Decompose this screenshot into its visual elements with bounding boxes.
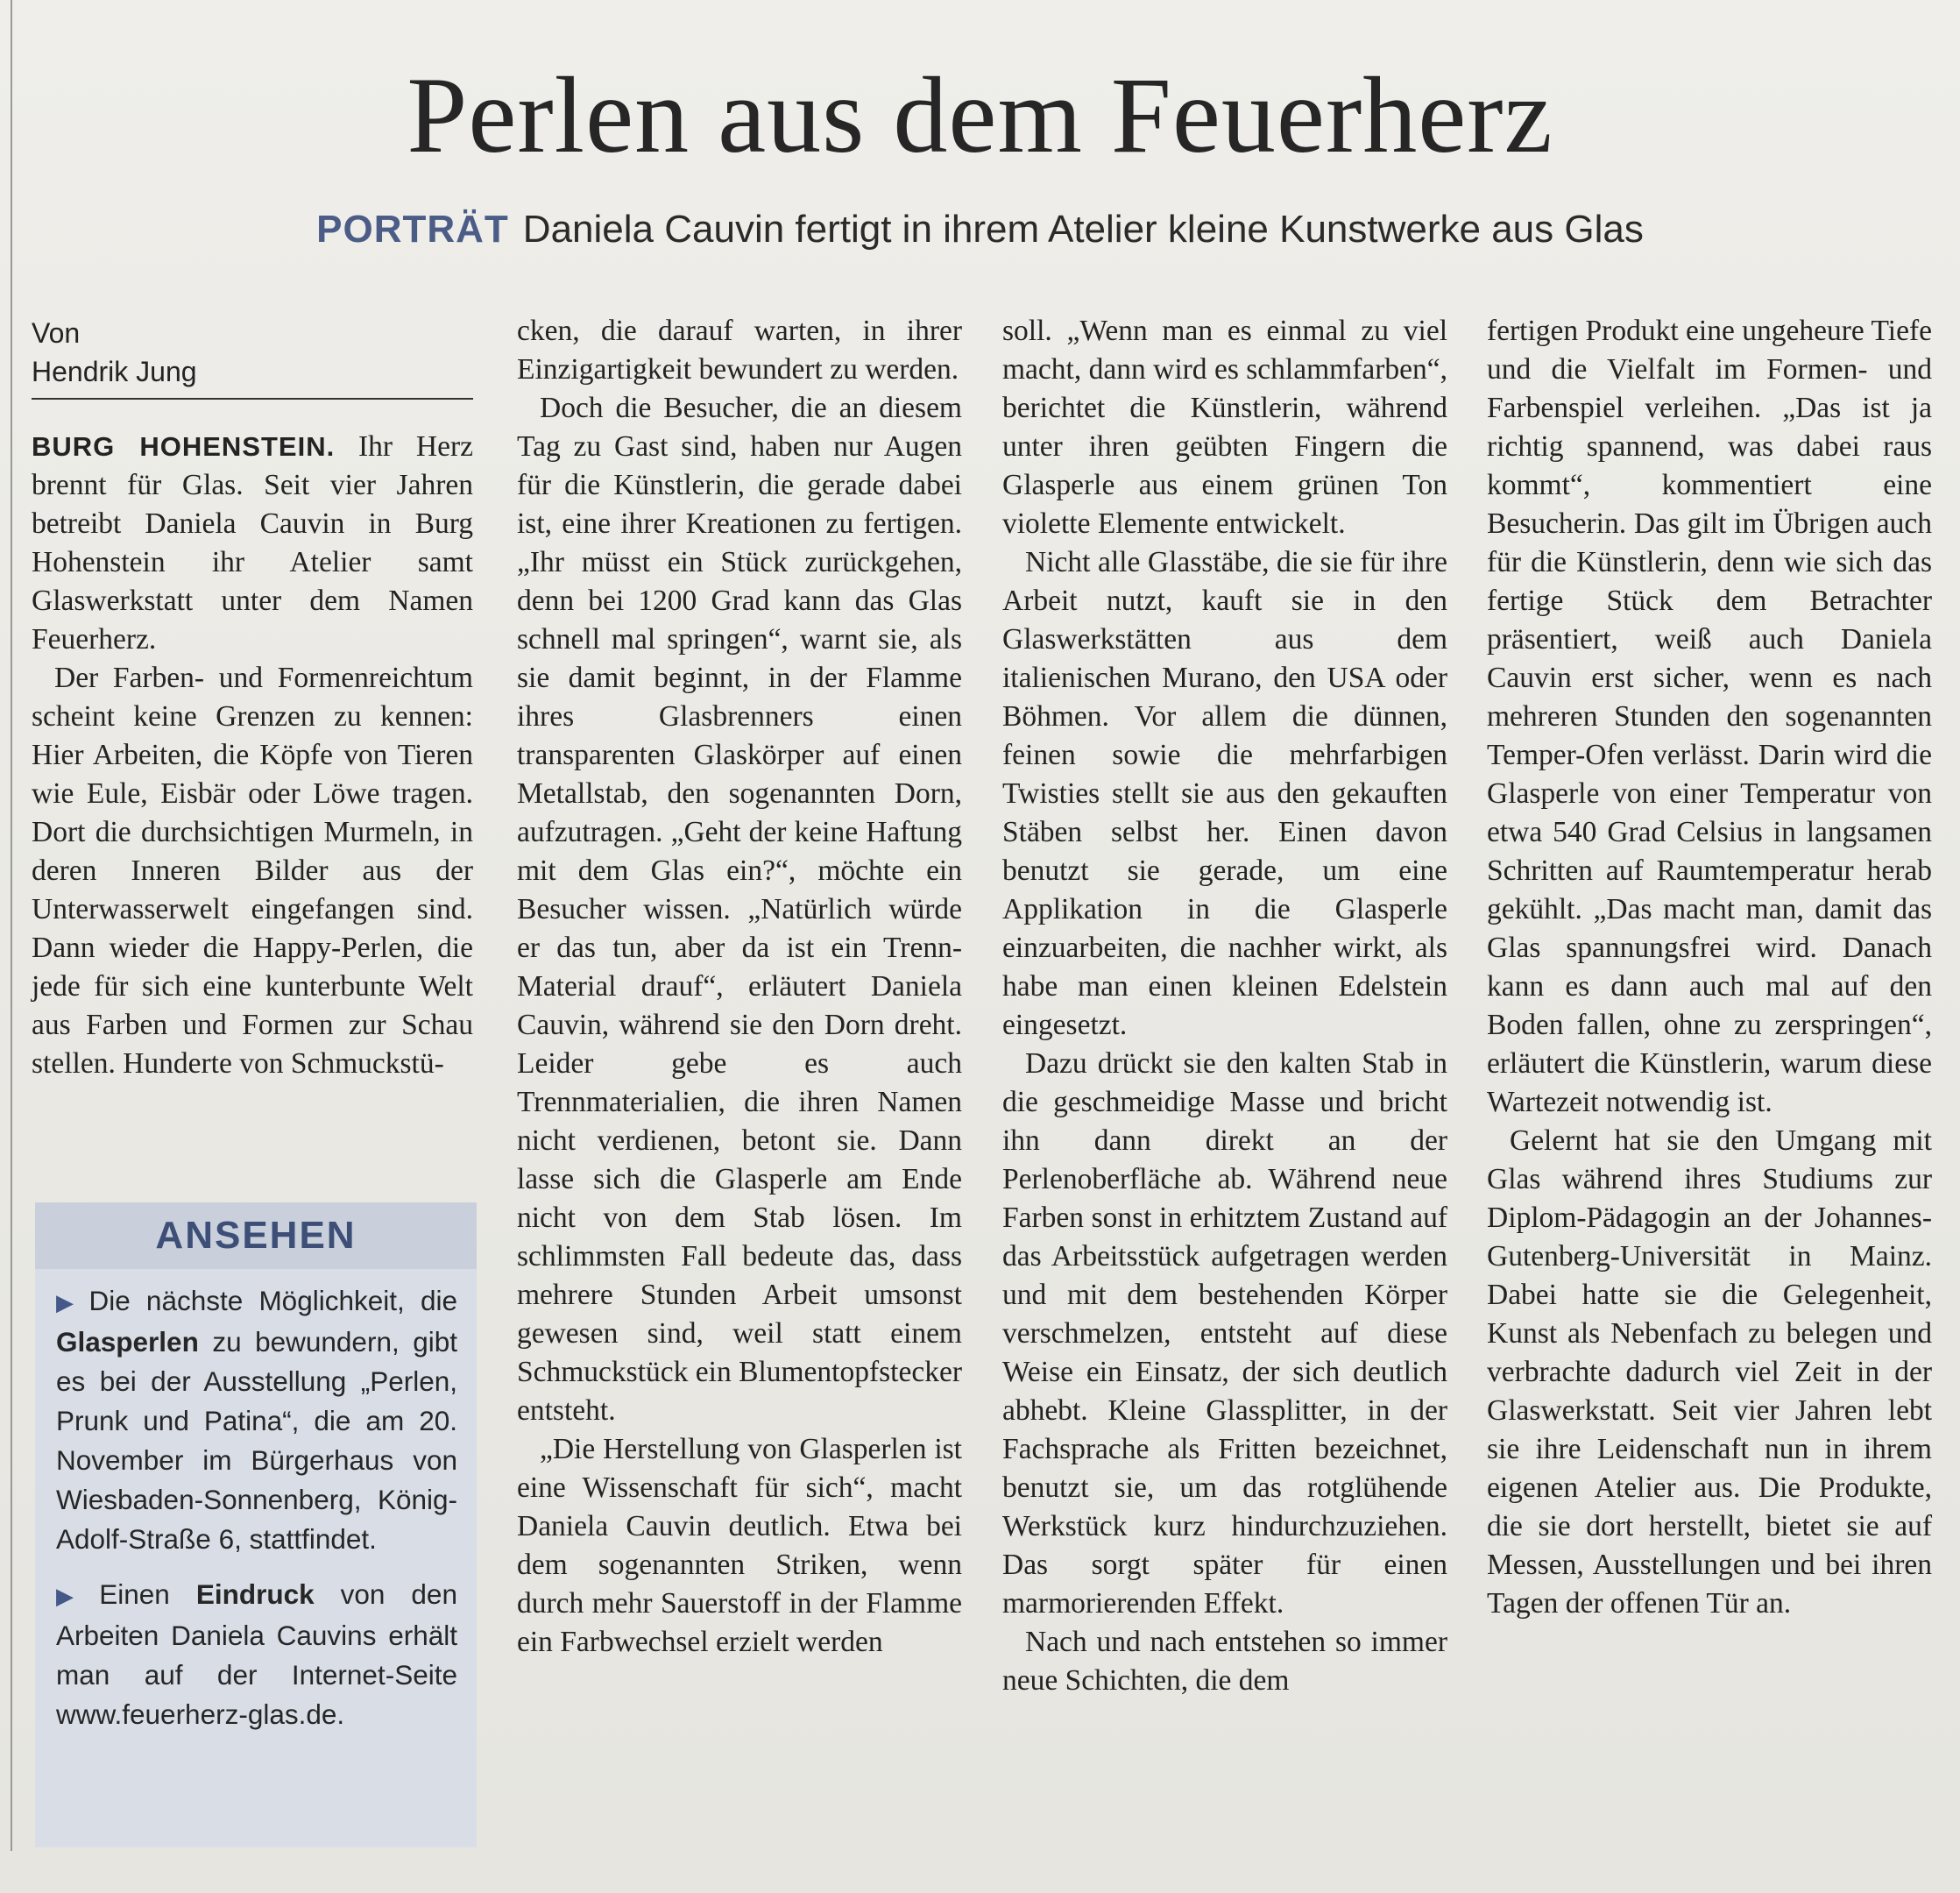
info-box [35, 1202, 477, 1847]
subheadline: Daniela Cauvin fertigt in ihrem Atelier kleine Kunstwerke aus Glas [522, 208, 1644, 251]
paragraph: Doch die Besucher, die an diesem Tag zu Gast sind, haben nur Augen für die Künstlerin, die gerade dabei ist, eine ihrer Kreationen zu fertigen. „Ihr müsst ein Stück zurückgehen, denn bei 1200 Grad kann das Glas schnell mal springen“, warnt sie, als sie damit beginnt, in der Flamme ihres Glasbrenners einen transparenten Glaskörper auf einen Metallstab, den sogenannten Dorn, aufzutragen. „Geht der keine Haftung mit dem Glas ein?“, möchte ein Besucher wissen. „Natürlich würde er das tun, aber da ist ein Trenn-Material drauf“, erläutert Daniela Cauvin, während sie den Dorn dreht. Leider gebe es auch Trennmaterialien, die ihren Namen nicht verdienen, betont sie. Dann lasse sich die Glasperle am Ende nicht von dem Stab lösen. Im schlimmsten Fall bedeute das, dass mehrere Stunden Arbeit umsonst gewesen sind, weil statt einem Schmuckstück ein Blumentopfstecker entsteht. [517, 392, 962, 1427]
paragraph: fertigen Produkt eine ungeheure Tiefe und die Vielfalt im Formen- und Farbenspiel verleihen. „Das ist ja richtig spannend, was dabei raus kommt“, kommentiert eine Besucherin. Das gilt im Übrigen auch für die Künstlerin, denn wie sich das fertige Stück dem Betrachter präsentiert, weiß auch Daniela Cauvin erst sicher, wenn es nach mehreren Stunden den sogenannten Temper-Ofen verlässt. Darin wird die Glasperle von einer Temperatur von etwa 540 Grad Celsius in langsamen Schritten auf Raumtemperatur herab gekühlt. „Das macht man, damit das Glas spannungsfrei wird. Danach kann es dann auch mal auf den Boden fallen, ohne zu zerspringen“, erläutert die Künstlerin, warum diese Wartezeit notwendig ist. [1487, 315, 1932, 1118]
triangle-right-icon: ▶ [56, 1583, 93, 1609]
paragraph [32, 428, 473, 659]
info-item [56, 1281, 457, 1559]
byline-author: Hendrik Jung [32, 356, 197, 387]
paragraph-text: Ihr Herz brennt für Glas. Seit vier Jahren betreibt Daniela Cauvin in Burg Hohenstein ihr Atelier samt Glaswerkstatt unter dem Namen Feuerherz. [32, 430, 474, 656]
paragraph: Der Farben- und Formenreichtum scheint keine Grenzen zu kennen: Hier Arbeiten, die Köpfe von Tieren wie Eule, Eisbär oder Löwe tragen. Dort die durchsichtigen Murmeln, in deren Inneren Bilder aus der Unterwasserwelt eingefangen sind. Dann wieder die Happy-Perlen, die jede für sich eine kunterbunte Welt aus Farben und Formen zur Schau stellen. Hunderte von Schmuckstü- [32, 662, 473, 1080]
info-bold: Eindruck [195, 1578, 315, 1610]
article-column-3 [1002, 312, 1447, 1700]
article-column-4 [1487, 312, 1932, 1623]
info-box-body [35, 1269, 477, 1734]
paragraph: „Die Herstellung von Glasperlen ist eine Wissenschaft für sich“, macht Daniela Cauvin deutlich. Etwa bei dem sogenannten Striken, wenn durch mehr Sauerstoff in der Flamme ein Farbwechsel erzielt werden [517, 1433, 962, 1658]
info-text: zu bewundern, gibt es bei der Ausstellung „Perlen, Prunk und Patina“, die am 20. November im Bürgerhaus von Wiesbaden-Sonnenberg, König-Adolf-Straße 6, stattfindet. [56, 1326, 457, 1555]
info-text: Die nächste Möglichkeit, die [88, 1285, 457, 1316]
triangle-right-icon: ▶ [56, 1289, 82, 1315]
column-rule [11, 0, 12, 1851]
byline-von: Von [32, 317, 81, 349]
info-bold: Glasperlen [56, 1326, 199, 1358]
dateline: BURG HOHENSTEIN. [32, 431, 336, 462]
paragraph: Nicht alle Glasstäbe, die sie für ihre Arbeit nutzt, kauft sie in den Glaswerkstätten aus dem italienischen Murano, den USA oder Böhmen. Vor allem die dünnen, feinen sowie die mehrfarbigen Twisties stellt sie aus den gekauften Stäben selbst her. Einen davon benutzt sie gerade, um eine Applikation in die Glasperle einzuarbeiten, die nachher wirkt, als habe man einen kleinen Edelstein eingesetzt. [1002, 546, 1447, 1041]
info-box-title: ANSEHEN [35, 1202, 477, 1269]
paragraph: Dazu drückt sie den kalten Stab in die geschmeidige Masse und bricht ihn dann direkt an der Perlenoberfläche ab. Während neue Farben sonst in erhitztem Zustand auf das Arbeitsstück aufgetragen werden und mit dem bestehenden Körper verschmelzen, entsteht auf diese Weise ein Einsatz, der sich deutlich abhebt. Kleine Glassplitter, in der Fachsprache als Fritten bezeichnet, benutzt sie, um das rotglühende Werkstück kurz hindurchzuziehen. Das sorgt später für einen marmorierenden Effekt. [1002, 1047, 1447, 1620]
subheadline-row [0, 203, 1960, 256]
paragraph: Nach und nach entstehen so immer neue Schichten, die dem [1002, 1626, 1447, 1697]
info-item [56, 1575, 457, 1734]
headline: Perlen aus dem Feuerherz [407, 55, 1553, 175]
paragraph: cken, die darauf warten, in ihrer Einzigartigkeit bewundert zu werden. [517, 315, 962, 386]
info-text: von den Arbeiten Daniela Cauvins erhält man auf der Internet-Seite www.feuerherz-glas.de. [56, 1578, 457, 1730]
paragraph: Gelernt hat sie den Umgang mit Glas während ihres Studiums zur Diplom-Pädagogin an der Johannes-Gutenberg-Universität in Mainz. Dabei hatte sie die Gelegenheit, Kunst als Nebenfach zu belegen und verbrachte dadurch viel Zeit in der Glaswerkstatt. Seit vier Jahren lebt sie ihre Leidenschaft nun in ihrem eigenen Atelier aus. Die Produkte, die sie dort herstellt, bietet sie auf Messen, Ausstellungen und bei ihren Tagen der offenen Tür an. [1487, 1124, 1932, 1620]
byline [32, 314, 473, 400]
info-text: Einen [99, 1578, 170, 1610]
article-column-2 [517, 312, 962, 1662]
kicker: PORTRÄT [316, 208, 509, 251]
paragraph: soll. „Wenn man es einmal zu viel macht, dann wird es schlammfarben“, berichtet die Künstlerin, während unter ihren geübten Fingern die Glasperle aus einem grünen Ton violette Elemente entwickelt. [1002, 315, 1447, 540]
article-column-1 [32, 428, 473, 1083]
